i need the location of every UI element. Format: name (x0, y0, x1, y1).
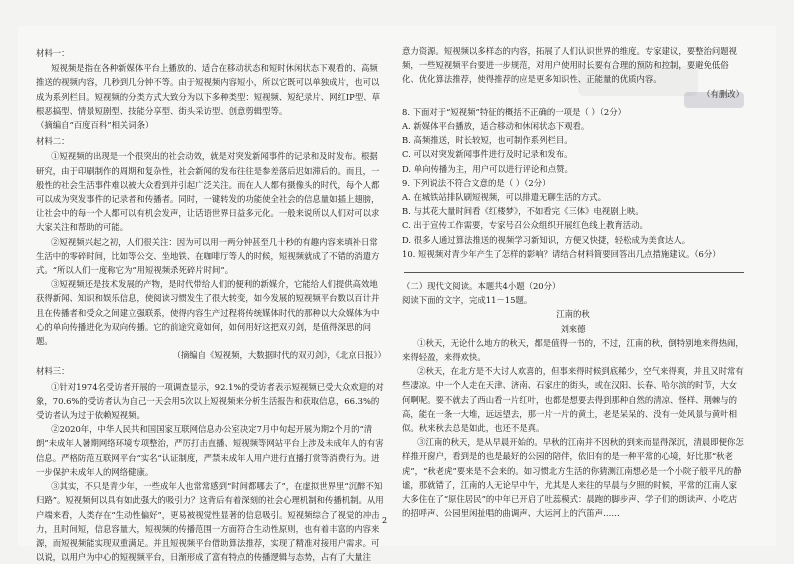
material-3-paragraph-2: ②2020年，中华人民共和国国家互联网信息办公室决定7月中旬起开展为期2个月的“清朗”未成年人暑期网络环境专项整治，严厉打击直播、短视频等网站平台上涉及未成年人的有害信息。严格防范互联网平台“实名”认证制度，严禁未成年人用户进行直播打赏等消费行为。进一步保护未成年人的网络健康。 (36, 424, 384, 477)
material-3-title: 材料三： (36, 366, 70, 377)
section-2-instruction: 阅读下面的文字，完成11－15题。 (402, 295, 533, 306)
article-paragraph-1: ①秋天，无论什么地方的秋天，都是值得一书的，不过，江南的秋，倒特别地来得热闹，来得轻盈，来得欢快。 (402, 337, 744, 363)
material-1-paragraph: 短视频是指在各种新媒体平台上播放的、适合在移动状态和短时休闲状态下观看的、高频推送的视频内容，几秒到几分钟不等。由于短视频内容短小，所以它既可以单独成片，也可以成为系列栏目。短视频的分类方式大致分为以下多种类型：短视频、短纪录片、网红IP型、草根恶搞型、情景短剧型、技能分享型、街头采访型、创意剪辑型等。 (36, 63, 380, 116)
article-paragraph-2: ②秋天，在北方是不大讨人欢喜的，但事来得时候到底稀少，空气来得爽，并且又时常有些凄凉。中一个人走在天津、济南、石家庄的街头，或在汉阳、长春、哈尔滨的时节，大女何啊呢。要不就去了西山看一片红叶，也都是想要去得到那种自然的清凉、怪样、荆棘与的高，能在一条一大堆，远远望去，那一片一片的黄土，老是呆呆的、没有一处风景与黄叶相似。秋来秋去总是如此，也还不是真。 (402, 366, 744, 434)
material-3-paragraph-3: ③其实，不只是青少年，一些成年人也常常感到“时间都哪去了”，在虚拟世界里“沉醉不知归路”。短视频何以具有如此强大的吸引力？这背后有着深刻的社会心理机制和传播机制。从用户端来看，人类存在“生动性偏好”，更易被视觉性显著的信息吸引。短视频综合了视觉的冲击力，且时间短，信息容量大，短视频的传播范围一方面符合生动性原则，也有着丰富的内容来源，而短视频能实现双重满足。并且短视频平台借助算法推荐，实现了精准对接用户需求。可以说，以用户为中心的短视频平台，日渐形成了富有特点的传播逻辑与态势，占有了大量注 (36, 481, 384, 563)
material-2-source: （摘编自《短视频，大数据时代的双刃剑》，《北京日报》） (172, 350, 386, 361)
article-paragraph-3: ③江南的秋天，是从早晨开始的。早秋的江南并不因秋的到来而显得深沉，清晨即便你怎样推开窗户，看到是的也是最好的公园的陪伴，依旧有的是一种平常的心境，好比那“秋老虎”，“秋老虎”要来是不会来的。如习惯北方生活的你猜测江南想必是一个小院子般平凡的静谧，那就错了，江南的人无论早中午，尤其是人来往的早晨与夕照的时候，平常的江南人家大多住在了“原住居民”的中年已开启了吐蕊模式：晨跑的脚步声、学子们的朗读声、小吃店的招呼声、公园里闲扯唱的曲调声、大运河上的汽笛声…… (402, 437, 744, 519)
left-column (36, 44, 386, 564)
material-3-continued: 意力资源。短视频以多样态的内容，拓展了人们认识世界的维度。专家建议，要整治问题视频，一些短视频平台要进一步规范，对用户使用时长要有合理的预防和控制，要避免低俗化、优化算法推荐，使得推荐的应是更多知识性、正能量的优质内容。 (402, 46, 737, 85)
article-title: 江南的秋 (556, 309, 590, 320)
question-8-option-a: A. 新媒体平台播放，适合移动和休闲状态下观看。 (402, 121, 590, 132)
material-2-paragraph-1: ①短视频的出现是一个很突出的社会动效，就是对突发新闻事件的记录和及时发布。根据研究，由于印刷制作的周期和复杂性，社会新闻的发布往往是参差落后迟如滞后的。而且，一般性的社会生活事件难以被大众看到并引起广泛关注。而在人人都有摄像头的时代，每个人都可以成为突发事件的记录者和传播者。同时，一键转发的功能使全社会的信息量如插上翅膀，让社会中的每一个人都可以有机会发声，让话语世界日益多元化。一般来说所以人们对可以求大家关注和帮助的可能。 (36, 151, 380, 233)
question-9: 9. 下列说法不符合文意的是（ ）（2分） (402, 177, 551, 188)
question-10: 10. 短视频对青少年产生了怎样的影响？请结合材料简要回答出几点措施建议。（6分） (402, 248, 721, 259)
material-3-source: （有删改） (702, 88, 744, 99)
question-8-option-d: D. 单向传播为主，用户可以进行评论和点赞。 (402, 163, 573, 174)
section-2-heading: （二）现代文阅读。本题共4小题（20分） (402, 281, 561, 292)
question-9-option-c: C. 出于宣传工作需要，专家号召公众组织开展红色线上教育活动。 (402, 220, 648, 231)
material-2-paragraph-2: ②短视频兴起之初，人们很关注：因为可以用一两分钟甚至几十秒的有趣内容来填补日常生活中的零碎时间，比如等公交、坐地铁、在咖啡厅等人的时候，短视频就成了不错的消遣方式。“所以人们一度称它为“用短视频杀死碎片时间”。 (36, 236, 380, 276)
article-author: 刘來德 (560, 323, 586, 334)
right-column (402, 44, 744, 521)
material-1-source: （摘编自“百度百科”相关词条） (36, 120, 154, 131)
question-9-option-a: A. 在城铁站排队刷短视频，可以排遣无聊生活的方式。 (402, 192, 606, 203)
question-8-option-c: C. 可以对突发新闻事件进行及时记录和发布。 (402, 149, 573, 160)
material-2-paragraph-3: ③短视频还是技术发展的产物，是时代带给人们的便利的新媒介，它能给人们提供高效地获得新闻、知识和娱乐信息，使阅读习惯发生了很大转变，如今发展的短视频平台数以百计并且在传播者和受众之间建立强联系，使得内容生产过程将传统媒体时代的那种以大众媒体为中心的单向传播进化为双向传播。它的前途究竟如何，如何用好这把双刃剑，是值得深思的问题。 (36, 279, 380, 347)
material-1-title: 材料一： (36, 48, 70, 58)
question-8: 8. 下面对于“短视频”特征的概括不正确的一项是（ ）（2分） (402, 106, 627, 117)
page-number: 2 (382, 516, 388, 525)
question-9-option-b: B. 与其花大量时间看《红楼梦》，不如看完《三体》电视剧上映。 (402, 206, 644, 217)
material-2-title: 材料二： (36, 136, 70, 147)
question-9-option-d: D. 很多人通过算法推送的视频学习新知识，方便又快捷，轻松成为美食达人。 (402, 234, 691, 245)
section-divider (404, 272, 744, 273)
material-3-paragraph-1: ①针对1974名受访者开展的一项调查显示，92.1%的受访者表示短视频已受大众欢迎的对象，70.6%的受访者认为自己一天会用5次以上短视频来分析生活报告和获取信息，66.3%的受访者认为过于依赖短视频。 (36, 381, 384, 421)
question-8-option-b: B. 高频推送，时长较短，也可制作系列栏目。 (402, 135, 573, 146)
